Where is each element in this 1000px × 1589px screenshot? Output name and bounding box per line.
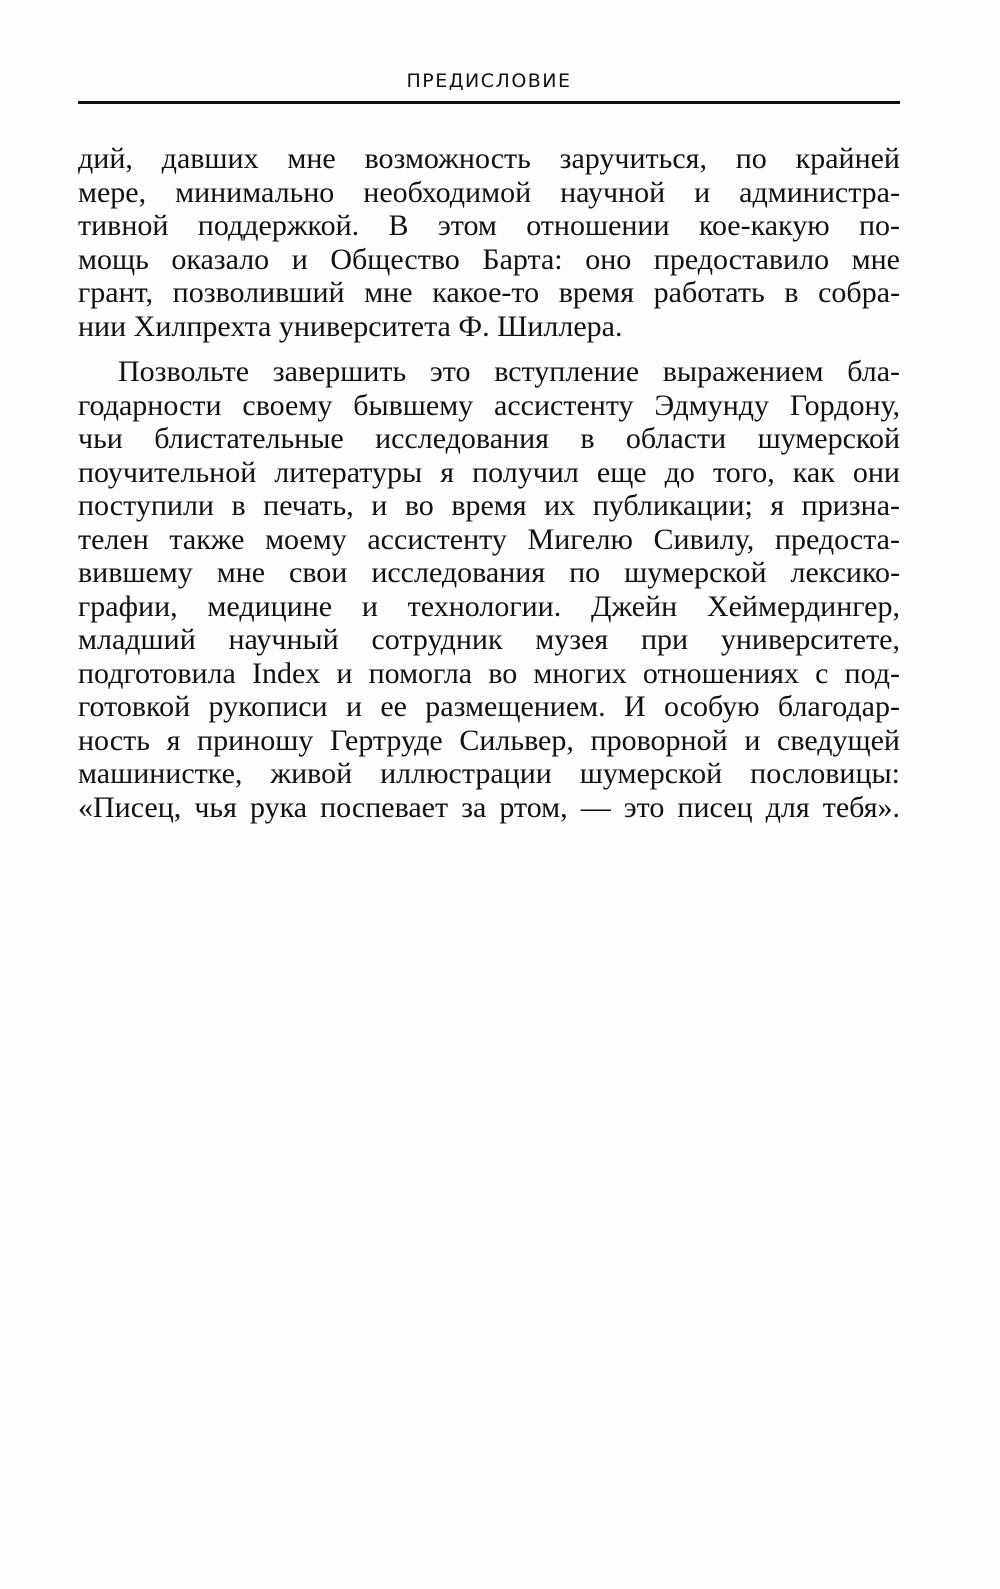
body-text [78,142,900,824]
text-line: мере, минимально необходимой научной и администра- [78,175,900,209]
text-line: поступили в печать, и во время их публикации; я призна- [78,489,900,522]
text-line: дий, давших мне возможность заручиться, по крайней [78,142,900,175]
text-line: Позвольте завершить это вступление выражением бла- [118,355,900,388]
text-line: подготовила Index и помогла во многих отношениях с под- [78,656,900,690]
header-rule [78,101,900,104]
text-line: машинистке, живой иллюстрации шумерской пословицы: [78,757,900,790]
text-line: мощь оказало и Общество Барта: оно предоставило мне [78,242,900,276]
text-line: грант, позволивший мне какое-то время работать в собра- [78,276,900,309]
running-header-title: ПРЕДИСЛОВИЕ [406,70,572,92]
text-line: ность я приношу Гертруде Сильвер, проворной и сведущей [78,723,900,757]
text-line: телен также моему ассистенту Мигелю Сивилу, предоста- [78,522,900,556]
text-line: тивной поддержкой. В этом отношении кое-какую по- [78,209,900,242]
text-line: поучительной литературы я получил еще до того, как они [78,455,900,489]
text-line: нии Хилпрехта университета Ф. Шиллера. [78,309,623,343]
text-line: готовкой рукописи и ее размещением. И особую благодар- [78,690,900,723]
text-line: годарности своему бывшему ассистенту Эдмунду Гордону, [78,388,900,422]
text-line: младший научный сотрудник музея при университете, [78,623,900,656]
text-line: «Писец, чья рука поспевает за ртом, — это писец для тебя». [78,790,900,824]
paragraph [78,142,900,343]
text-line: вившему мне свои исследования по шумерской лексико- [78,556,900,589]
paragraph [78,355,900,824]
text-line: чьи блистательные исследования в области шумерской [78,422,900,455]
text-line: графии, медицине и технологии. Джейн Хеймердингер, [78,589,900,623]
paragraph-gap [78,343,900,355]
